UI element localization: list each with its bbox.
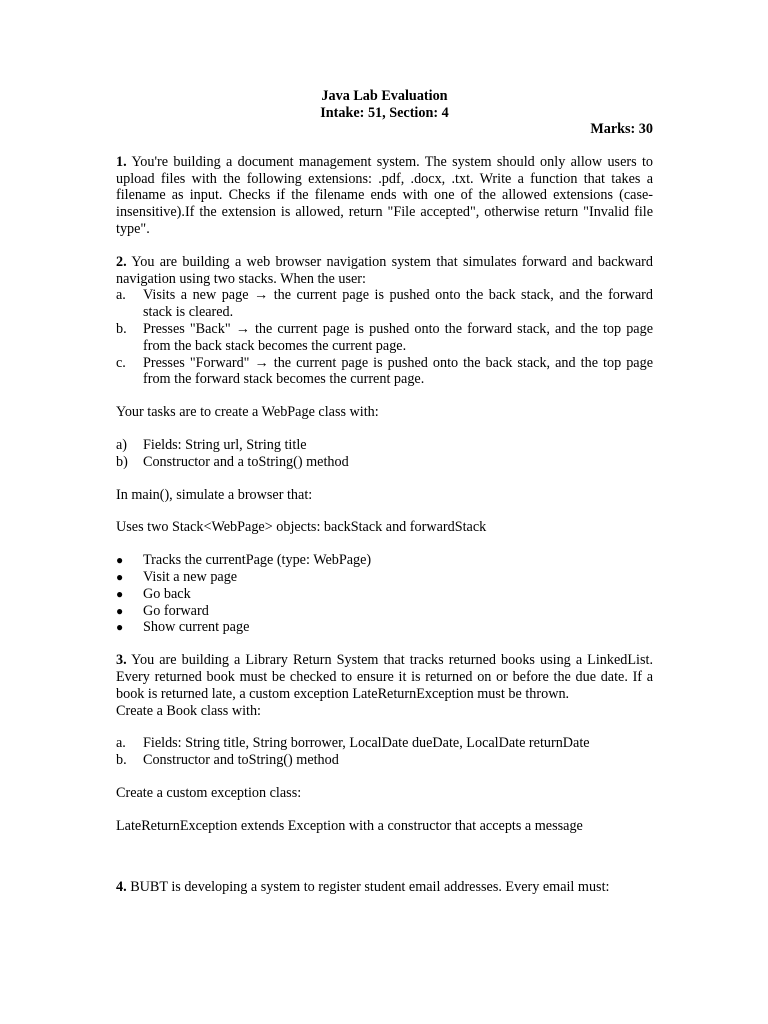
question-3-text xyxy=(116,652,653,702)
list-marker: a. xyxy=(116,735,126,752)
list-item xyxy=(116,735,653,752)
question-1 xyxy=(116,154,653,238)
list-item-text: Go forward xyxy=(143,602,209,619)
list-item xyxy=(116,454,653,471)
main-intro xyxy=(116,487,653,504)
list-item-text: Constructor and toString() method xyxy=(143,752,339,769)
exception-line-text: LateReturnException extends Exception with a constructor that accepts a message xyxy=(116,817,583,834)
question-2 xyxy=(116,254,653,388)
question-4 xyxy=(116,879,653,896)
list-item xyxy=(116,569,653,586)
question-1-text xyxy=(116,154,653,238)
bullet-icon: ● xyxy=(116,569,124,584)
question-1-number: 1. xyxy=(116,153,127,170)
bullet-icon: ● xyxy=(116,620,124,635)
bullet-icon: ● xyxy=(116,553,124,568)
list-marker: b. xyxy=(116,752,127,769)
document-title: Java Lab Evaluation xyxy=(321,88,448,104)
list-item-text: Presses "Forward" → the current page is pushed onto the back stack, and the top page from the forward stack becomes the current page. xyxy=(143,354,653,388)
browser-features xyxy=(116,552,653,636)
list-marker: b) xyxy=(116,453,128,470)
webpage-tasks xyxy=(116,437,653,471)
list-item xyxy=(116,437,653,454)
document-subtitle: Intake: 51, Section: 4 xyxy=(320,104,449,121)
exception-intro-text: Create a custom exception class: xyxy=(116,784,302,801)
list-item-text: Visits a new page → the current page is pushed onto the back stack, and the forward stack is cleared. xyxy=(143,287,653,321)
list-marker: b. xyxy=(116,320,127,337)
list-item-text: Go back xyxy=(143,585,191,602)
bullet-icon: ● xyxy=(116,586,124,601)
question-3-body: You are building a Library Return System that tracks returned books using a LinkedList. Every returned book must be checked to ensure it is returned on or before the due date. If a book is returned late, a custom exception LateReturnException must be thrown. xyxy=(116,652,653,702)
spacer xyxy=(116,835,653,879)
exception-line xyxy=(116,818,653,835)
list-item xyxy=(116,287,653,321)
list-item xyxy=(116,321,653,355)
list-item xyxy=(116,355,653,389)
browser-features-list xyxy=(116,552,653,636)
list-item xyxy=(116,752,653,769)
question-3-number: 3. xyxy=(116,652,127,669)
list-marker: c. xyxy=(116,354,126,371)
webpage-tasks-intro xyxy=(116,404,653,421)
list-marker: a) xyxy=(116,436,128,453)
exception-intro xyxy=(116,785,653,802)
bullet-icon: ● xyxy=(116,603,124,618)
stacks-line-text: Uses two Stack<WebPage> objects: backStack and forwardStack xyxy=(116,519,487,536)
question-3 xyxy=(116,652,653,702)
navigation-steps-list xyxy=(116,287,653,388)
stacks-line xyxy=(116,519,653,536)
main-intro-text: In main(), simulate a browser that: xyxy=(116,486,313,503)
question-2-body: You are building a web browser navigation system that simulates forward and backward navigation using two stacks. When the user: xyxy=(116,253,653,287)
question-4-number: 4. xyxy=(116,878,127,895)
list-item-text: Fields: String title, String borrower, LocalDate dueDate, LocalDate returnDate xyxy=(143,735,590,752)
list-item-text: Tracks the currentPage (type: WebPage) xyxy=(143,552,372,569)
list-item-text: Fields: String url, String title xyxy=(143,436,307,453)
list-item-text: Show current page xyxy=(143,619,250,636)
question-4-body: BUBT is developing a system to register student email addresses. Every email must: xyxy=(126,878,610,895)
book-class-intro xyxy=(116,703,653,720)
document-page xyxy=(116,88,653,895)
list-item-text: Constructor and a toString() method xyxy=(143,453,349,470)
question-2-text xyxy=(116,254,653,288)
list-item xyxy=(116,586,653,603)
marks-label: Marks: 30 xyxy=(590,121,653,137)
book-class-list xyxy=(116,735,653,769)
book-class-items xyxy=(116,735,653,769)
list-item xyxy=(116,603,653,620)
book-class-intro-text: Create a Book class with: xyxy=(116,702,261,719)
question-4-text xyxy=(116,879,653,896)
tasks-intro-text: Your tasks are to create a WebPage class with: xyxy=(116,404,379,421)
list-marker: a. xyxy=(116,287,126,304)
list-item xyxy=(116,552,653,569)
list-item-text: Visit a new page xyxy=(143,568,238,585)
question-1-body: You're building a document management system. The system should only allow users to upload files with the following extensions: .pdf, .docx, .txt. Write a function that takes a filename as input. Checks if the filename ends with one of the allowed extensions (case-insensitive).If the extension is allowed, return "File accepted", otherwise return "Invalid file type". xyxy=(116,153,653,237)
question-2-number: 2. xyxy=(116,253,127,270)
webpage-tasks-list xyxy=(116,437,653,471)
list-item xyxy=(116,619,653,636)
list-item-text: Presses "Back" → the current page is pushed onto the forward stack, and the top page from the back stack becomes the current page. xyxy=(143,320,653,354)
